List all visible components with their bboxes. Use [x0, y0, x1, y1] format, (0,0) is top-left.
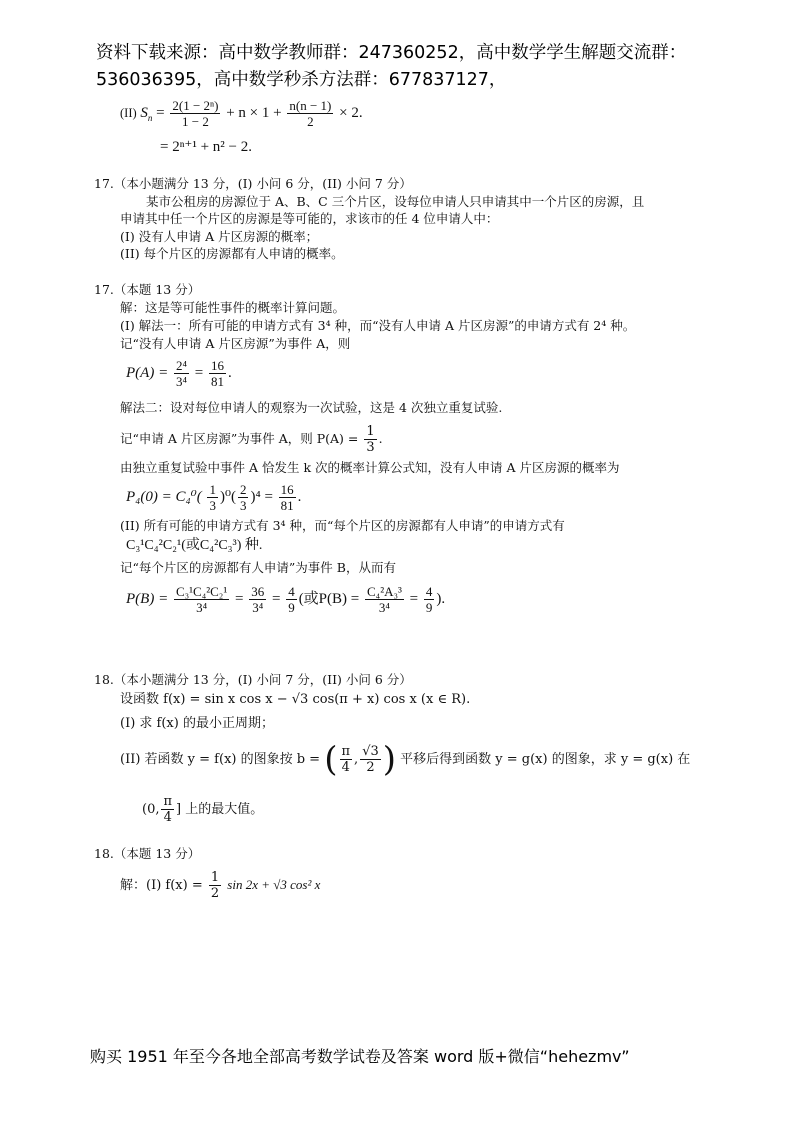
frac-den: 2 — [307, 114, 314, 129]
frac-num: π — [341, 744, 351, 759]
frac-num: √3 — [362, 744, 379, 759]
frac-num: 1 — [366, 424, 375, 439]
pa-fraction-1 — [174, 358, 189, 389]
a17-method-1b: 记“没有人申请 A 片区房源”为事件 A，则 — [120, 336, 351, 351]
frac-num: 16 — [210, 358, 224, 373]
a17-intro: 解：这是等可能性事件的概率计算问题。 — [120, 300, 346, 315]
sol-pre: 解：(I) f(x) = — [120, 878, 203, 893]
frac-num: 16 — [280, 482, 294, 497]
frac-den: 4 — [341, 760, 350, 775]
pa-lhs: P(A) = — [126, 364, 169, 381]
frac-den: 3⁴ — [196, 600, 208, 615]
frac-num: 2⁴ — [175, 358, 187, 373]
interval-post: ] 上的最大值。 — [176, 802, 264, 817]
pb-fraction-4 — [365, 584, 404, 615]
pa-eq: = — [194, 364, 204, 381]
sum-tail: × 2. — [339, 104, 363, 121]
sum-fraction-2 — [287, 98, 333, 129]
q18-part2-post: 平移后得到函数 y = g(x) 的图象，求 y = g(x) 在 — [400, 752, 691, 767]
pb-fraction-5 — [424, 584, 435, 615]
prev-sum-formula: (II) $S_n$ = $\frac{\text{2(1 − 2ⁿ)}}{1 - 2}$ + n × 1 + $\frac{n(n - 1)}{2}$ × 2. — [120, 98, 363, 129]
frac-den: 3 — [366, 440, 375, 455]
source-banner — [96, 40, 716, 94]
a17-method-1: (I) 解法一：所有可能的申请方式有 3⁴ 种，而“没有人申请 A 片区房源”的申请方式有 2⁴ 种。 — [120, 318, 636, 333]
pb-fraction-3 — [286, 584, 297, 615]
pb-fraction-2 — [249, 584, 266, 615]
m2b-fraction — [364, 424, 376, 455]
p4-mid2: )⁴ = — [250, 488, 273, 505]
frac-den: 81 — [210, 374, 224, 389]
sn-symbol: S — [140, 104, 148, 121]
frac-den: 4 — [163, 810, 172, 825]
pb-fraction-1 — [174, 584, 229, 615]
a18-solution — [120, 870, 320, 901]
pa-end: . — [227, 364, 232, 381]
p4-fraction-3 — [279, 482, 296, 513]
sn-subscript: n — [147, 112, 153, 123]
a17-part2-b: C₃¹C₄²C₂¹(或C₄²C₃³) 种. — [126, 538, 263, 553]
frac-den: 3⁴ — [378, 600, 390, 615]
frac-den: 2 — [210, 886, 220, 901]
a17-method-2c: 由独立重复试验中事件 A 恰发生 k 次的概率计算公式知，没有人申请 A 片区房源的概率为 — [120, 460, 620, 475]
interval-pre: (0, — [142, 802, 160, 817]
frac-num: 2(1 − 2ⁿ) — [172, 98, 219, 113]
pb-lhs: P(B) = — [126, 590, 169, 607]
q17-body-2: 申请其中任一个片区的房源是等可能的，求该市的任 4 位申请人中： — [120, 211, 499, 226]
frac-num: π — [163, 794, 173, 809]
m2b-text: 记“申请 A 片区房源”为事件 A，则 P(A) = — [120, 431, 359, 446]
frac-den: 3⁴ — [175, 374, 187, 389]
q17-body-1: 某市公租房的房源位于 A、B、C 三个片区，设每位申请人只申请其中一个片区的房源，且 — [146, 194, 645, 209]
q17-part-2: (II) 每个片区的房源都有人申请的概率。 — [120, 246, 344, 261]
frac-num: 2 — [239, 482, 247, 497]
frac-num: 4 — [425, 584, 433, 599]
q18-part2-pre: (II) 若函数 y = f(x) 的图象按 b = — [120, 752, 321, 767]
a17-part2-c: 记“每个片区的房源都有人申请”为事件 B，从而有 — [120, 560, 396, 575]
frac-den: 3⁴ — [252, 600, 264, 615]
frac-den: 9 — [425, 600, 433, 615]
frac-num: 1 — [210, 870, 220, 885]
frac-den: 2 — [366, 760, 375, 775]
banner-line-1: 资料下载来源：高中数学教师群：247360252，高中数学学生解题交流群： — [96, 43, 687, 63]
vector-y-fraction — [360, 744, 381, 775]
p4-fraction-1 — [207, 482, 218, 513]
a17-p4-formula — [126, 482, 301, 513]
footer-ad: 购买 1951 年至今各地全部高考数学试卷及答案 word 版+微信“hehezmv” — [90, 1047, 630, 1066]
sol-fraction — [209, 870, 221, 901]
q18-definition: 设函数 f(x) = sin x cos x − √3 cos(π + x) cos x (x ∈ R). — [120, 692, 471, 707]
frac-num: 4 — [288, 584, 295, 599]
a17-method-2b — [120, 424, 383, 455]
frac-den: 9 — [288, 600, 295, 615]
a17-pa-formula — [126, 358, 232, 389]
sum-mid: + n × 1 + — [226, 104, 282, 121]
pa-fraction-2 — [209, 358, 226, 389]
vector-left-paren: ( — [324, 739, 338, 780]
prev-sum-result: = 2ⁿ⁺¹ + n² − 2. — [160, 139, 253, 155]
frac-den: 1 − 2 — [182, 114, 209, 129]
interval-fraction — [161, 794, 174, 825]
frac-den: 3 — [209, 498, 216, 513]
frac-num: C₄²A₃³ — [366, 584, 402, 599]
m2b-end: . — [378, 431, 383, 446]
p4-lhs: P₄(0) = C₄⁰( — [126, 488, 202, 505]
prev-label: (II) — [120, 105, 137, 120]
p4-end: . — [297, 488, 302, 505]
sum-fraction-1 — [170, 98, 220, 129]
vector-x-fraction — [340, 744, 353, 775]
a17-part2-a: (II) 所有可能的申请方式有 3⁴ 种，而“每个片区的房源都有人申请”的申请方式有 — [120, 518, 565, 533]
q18-part-1: (I) 求 f(x) 的最小正周期； — [120, 716, 274, 731]
sol-post: sin 2x + √3 cos² x — [227, 877, 321, 892]
p4-fraction-2 — [238, 482, 249, 513]
frac-den: 81 — [280, 498, 294, 513]
pb-or: (或P(B) = — [298, 590, 360, 607]
frac-num: 1 — [209, 482, 216, 497]
frac-num: n(n − 1) — [289, 98, 332, 113]
pb-end: ). — [436, 590, 446, 607]
q18-part-2: (II) 若函数 y = f(x) 的图象按 b = ( $\frac{\pi}{4}$ , $\frac{√3}{2}$ ) 平移后得到函数 y = g(x) 的图象，求 y = g(x) 在 — [120, 739, 691, 780]
frac-den: 3 — [239, 498, 247, 513]
q18-interval — [142, 794, 263, 825]
a18-title: 18.（本题 13 分） — [94, 846, 201, 861]
p4-mid: )⁰( — [219, 488, 236, 505]
q18-title: 18.（本小题满分 13 分，(I) 小问 7 分，(II) 小问 6 分） — [94, 672, 412, 687]
q17-part-1: (I) 没有人申请 A 片区房源的概率； — [120, 229, 319, 244]
frac-num: C₃¹C₄²C₂¹ — [175, 584, 228, 599]
vector-right-paren: ) — [382, 739, 397, 780]
frac-num: 36 — [251, 584, 265, 599]
a17-pb-formula: P(B) = $\frac{\text{C₃¹C₄²C₂¹}}{\text{3⁴}}$ = $\frac{36}{\text{3⁴}}$ = $\frac{4}{9}$ (或P(B) = $\frac{\text{C₄²A₃³}}{\text{3⁴}}$ = $\frac{4}{9}$ ). — [126, 584, 446, 615]
a17-title: 17.（本题 13 分） — [94, 282, 201, 297]
banner-line-2: 536036395，高中数学秒杀方法群：677837127， — [96, 70, 507, 90]
a17-method-2: 解法二：设对每位申请人的观察为一次试验，这是 4 次独立重复试验. — [120, 400, 503, 415]
q17-title: 17.（本小题满分 13 分，(I) 小问 6 分，(II) 小问 7 分） — [94, 176, 412, 191]
